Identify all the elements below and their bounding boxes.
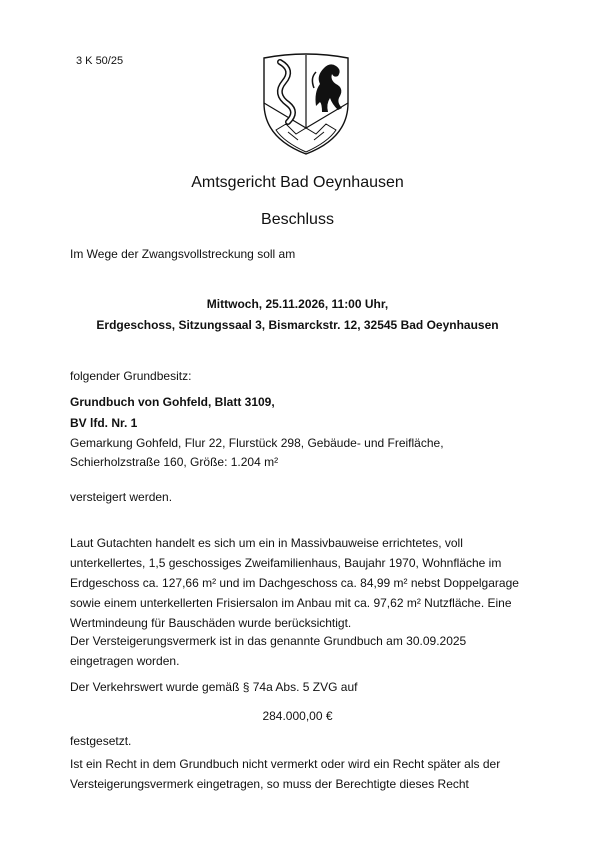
paragraph-line: Versteigerungsvermerk eingetragen, so muss der Berechtigte dieses Recht: [70, 777, 469, 791]
gutachten-paragraph: [70, 533, 519, 633]
festgesetzt-text: festgesetzt.: [70, 734, 132, 748]
property-intro: folgender Grundbesitz:: [70, 369, 192, 383]
paragraph-line: Erdgeschoss ca. 127,66 m² und im Dachgeschoss ca. 84,99 m² nebst Doppelgarage: [70, 576, 519, 590]
termin-place: Erdgeschoss, Sitzungssaal 3, Bismarckstr. 12, 32545 Bad Oeynhausen: [96, 318, 499, 332]
paragraph-line: unterkellertes, 1,5 geschossiges Zweifamilienhaus, Baujahr 1970, Wohnfläche im: [70, 556, 502, 570]
verkehrswert-text: Der Verkehrswert wurde gemäß § 74a Abs. 5 ZVG auf: [70, 680, 358, 694]
paragraph-line: Der Versteigerungsvermerk ist in das genannte Grundbuch am 30.09.2025: [70, 634, 467, 648]
termin-date: Mittwoch, 25.11.2026, 11:00 Uhr,: [206, 297, 389, 311]
paragraph-line: Laut Gutachten handelt es sich um ein in Massivbauweise errichtetes, voll: [70, 536, 463, 550]
grundbuch-reference: Grundbuch von Gohfeld, Blatt 3109,: [70, 395, 275, 409]
nrw-coat-of-arms: [258, 48, 354, 156]
bv-number: BV lfd. Nr. 1: [70, 416, 138, 430]
vermerk-paragraph: [70, 631, 466, 671]
paragraph-line: sowie einem unterkellerten Frisiersalon im Anbau mit ca. 97,62 m² Nutzfläche. Eine: [70, 596, 512, 610]
paragraph-line: eingetragen worden.: [70, 654, 180, 668]
address-line: Schierholzstraße 160, Größe: 1.204 m²: [70, 455, 279, 469]
verkehrswert-amount: 284.000,00 €: [262, 709, 333, 723]
paragraph-line: Wertmindeung für Bauschäden wurde berücksichtigt.: [70, 616, 352, 630]
versteigert-text: versteigert werden.: [70, 490, 173, 504]
aktenzeichen: 3 K 50/25: [76, 55, 124, 67]
paragraph-line: Ist ein Recht in dem Grundbuch nicht vermerkt oder wird ein Recht später als der: [70, 757, 501, 771]
recht-paragraph: [70, 754, 500, 794]
gemarkung-line: Gemarkung Gohfeld, Flur 22, Flurstück 298, Gebäude- und Freifläche,: [70, 436, 444, 450]
intro-text: Im Wege der Zwangsvollstreckung soll am: [70, 247, 296, 261]
court-name: Amtsgericht Bad Oeynhausen: [191, 174, 404, 191]
document-title: Beschluss: [261, 211, 334, 228]
